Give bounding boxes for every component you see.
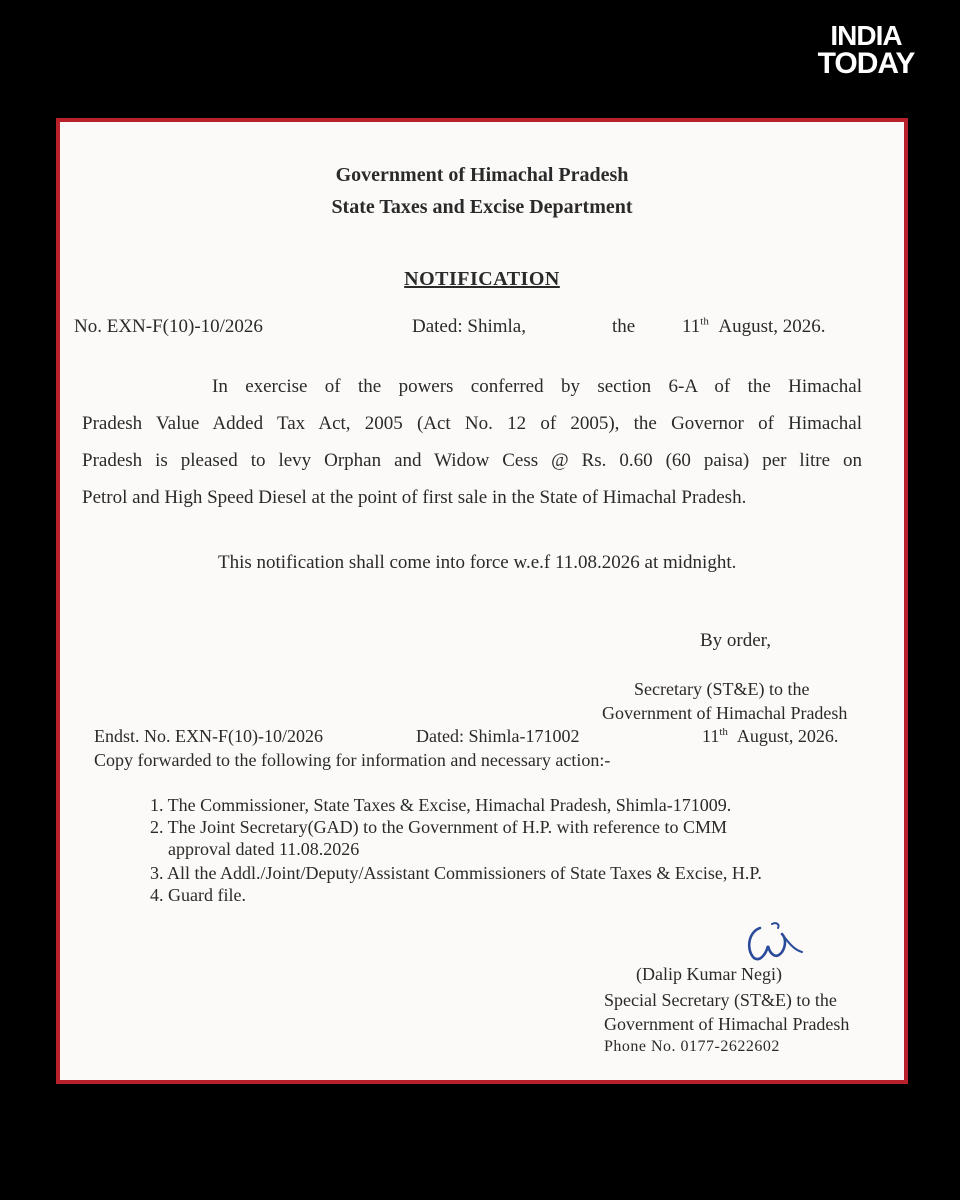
endst-day: 11 <box>702 726 720 746</box>
recipient-item-4: 4. Guard file. <box>150 885 246 905</box>
force-statement: This notification shall come into force w.e.f 11.08.2026 at midnight. <box>218 552 737 573</box>
reference-number: No. EXN-F(10)-10/2026 <box>74 316 263 337</box>
department-header-line-2: State Taxes and Excise Department <box>331 196 633 218</box>
notification-document <box>56 118 908 1084</box>
dated-place: Dated: Shimla, <box>412 316 526 337</box>
body-line-2: Pradesh Value Added Tax Act, 2005 (Act No. 12 of 2005), the Governor of Himachal <box>82 413 862 434</box>
signatory-phone: Phone No. 0177-2622602 <box>604 1038 780 1055</box>
india-today-logo <box>796 22 936 78</box>
body-line-3: Pradesh is pleased to levy Orphan and Widow Cess @ Rs. 0.60 (60 paisa) per litre on <box>82 450 862 471</box>
recipient-item-1: 1. The Commissioner, State Taxes & Excise, Himachal Pradesh, Shimla-171009. <box>150 795 732 815</box>
endst-month-year: August, 2026. <box>736 726 839 746</box>
endorsement-number: Endst. No. EXN-F(10)-10/2026 <box>94 726 323 746</box>
endorsement-dated: Dated: Shimla-171002 <box>416 726 580 746</box>
recipient-item-3: 3. All the Addl./Joint/Deputy/Assistant Commissioners of State Taxes & Excise, H.P. <box>150 863 762 883</box>
secretary-line-1: Secretary (ST&E) to the <box>634 679 810 699</box>
endorsement-date <box>702 726 838 747</box>
recipient-item-2-continued: approval dated 11.08.2026 <box>168 839 360 859</box>
logo-line-1: INDIA <box>830 20 902 51</box>
secretary-line-2: Government of Himachal Pradesh <box>602 703 848 723</box>
endst-suffix: th <box>719 726 728 738</box>
recipient-list <box>150 794 762 906</box>
logo-line-2: TODAY <box>817 47 915 80</box>
copy-forwarded-line: Copy forwarded to the following for information and necessary action:- <box>94 750 611 770</box>
department-header-line-1: Government of Himachal Pradesh <box>335 164 629 186</box>
date-the: the <box>612 316 636 337</box>
date-day: 11 <box>682 316 701 337</box>
notification-date <box>682 316 826 338</box>
body-line-4: Petrol and High Speed Diesel at the point of first sale in the State of Himachal Pradesh. <box>82 487 747 508</box>
body-line-1: In exercise of the powers conferred by section 6-A of the Himachal <box>212 376 862 397</box>
by-order: By order, <box>700 630 771 651</box>
date-suffix: th <box>700 315 709 328</box>
handwritten-signature <box>742 920 812 968</box>
signatory-title: Special Secretary (ST&E) to the <box>604 990 837 1010</box>
recipient-item-2: 2. The Joint Secretary(GAD) to the Government of H.P. with reference to CMM <box>150 817 728 837</box>
signatory-government: Government of Himachal Pradesh <box>604 1014 850 1034</box>
date-month-year: August, 2026. <box>718 316 826 337</box>
body-paragraph <box>82 368 862 516</box>
notification-title: NOTIFICATION <box>404 268 560 290</box>
signatory-name: (Dalip Kumar Negi) <box>636 964 782 984</box>
